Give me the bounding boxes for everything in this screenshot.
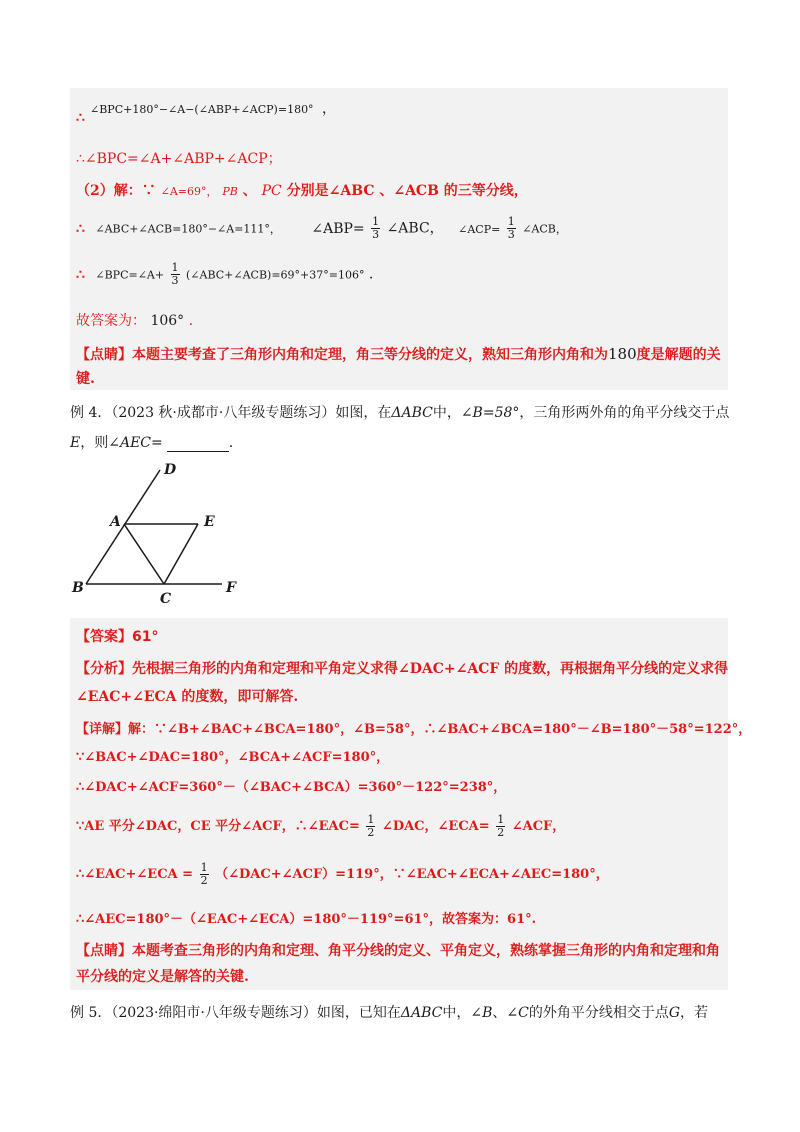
label-b: B <box>72 580 84 596</box>
equation-line-2: ∴∠BPC=∠A+∠ABP+∠ACP； <box>76 151 282 167</box>
answer-tag-line: 【答案】61° <box>76 629 159 645</box>
answer-blank <box>167 437 229 452</box>
line-b-d <box>86 470 160 584</box>
note-2-line-2: 平分线的定义是解答的关键. <box>76 969 249 985</box>
detail-line-5: ∴∠EAC+∠ECA = $\frac{1}{2}$ （∠DAC+∠ACF）=119°，∵∠EAC+∠ECA+∠AEC=180°， <box>76 861 609 887</box>
fraction-one-half: $\frac{1}{2}$ <box>200 861 208 887</box>
line-c-e <box>164 524 198 584</box>
detail-line-4: ∵AE 平分∠DAC，CE 平分∠ACF，∴∠EAC= $\frac{1}{2}$ ∠DAC，∠ECA= $\frac{1}{2}$ ∠ACF， <box>76 813 566 839</box>
analysis-line-2: ∠EAC+∠ECA 的度数，即可解答. <box>76 689 299 705</box>
example-4-line-2: E，则∠AEC= . <box>70 435 234 451</box>
detail-line-2: ∵∠BAC+∠DAC=180°，∠BCA+∠ACF=180°， <box>76 750 390 765</box>
label-e: E <box>204 514 215 530</box>
detail-line-3: ∴∠DAC+∠ACF=360°－（∠BAC+∠BCA）=360°－122°=238°， <box>76 780 507 795</box>
equation-line-1: ∠BPC+180°−∠A−(∠ABP+∠ACP)=180° ， <box>90 101 337 117</box>
detail-line-6: ∴∠AEC=180°－（∠EAC+∠ECA）=180°－119°=61°，故答案为：61°. <box>76 912 537 927</box>
equation-line-5: ∴ ∠BPC=∠A+ $\frac{1}{3}$ (∠ABC+∠ACB)=69°+37°=106° . <box>76 261 374 287</box>
detail-line-1: 【详解】解：∵∠B+∠BAC+∠BCA=180°，∠B=58°，∴∠BAC+∠BCA=180°－∠B=180°－58°=122°， <box>76 722 752 737</box>
therefore-symbol: ∴ <box>76 110 85 126</box>
equation-line-4: ∴ ∠ABC+∠ACB=180°−∠A=111°， ∠ABP= $\frac{1}{3}$ ∠ABC， ∠ACP= $\frac{1}{3}$ ∠ACB， <box>76 215 567 241</box>
part-2-line: （2）解：∵ ∠A=69°， PB 、 PC 分别是∠ABC 、∠ACB 的三等分线， <box>76 183 528 199</box>
fraction-one-half: $\frac{1}{2}$ <box>367 813 375 839</box>
fraction-one-third: $\frac{1}{3}$ <box>372 215 380 241</box>
answer-line: 故答案为： 106° . <box>76 313 194 329</box>
label-a: A <box>110 514 121 530</box>
analysis-line-1: 【分析】先根据三角形的内角和定理和平角定义求得∠DAC+∠ACF 的度数，再根据角平分线的定义求得 <box>76 661 729 677</box>
note-line-1: 【点睛】本题主要考查了三角形内角和定理，角三等分线的定义，熟知三角形内角和为180度是解题的关 <box>76 345 721 363</box>
label-d: D <box>164 462 177 478</box>
note-2-line-1: 【点睛】本题考查三角形的内角和定理、角平分线的定义、平角定义，熟练掌握三角形的内角和定理和角 <box>76 943 720 959</box>
line-a-c <box>124 524 164 584</box>
label-c: C <box>160 591 172 607</box>
fraction-one-third: $\frac{1}{3}$ <box>507 215 515 241</box>
triangle-figure <box>64 460 254 610</box>
example-5-line: 例 5．（2023·绵阳市·八年级专题练习）如图，已知在ΔABC中，∠B、∠C的外角平分线相交于点G，若 <box>70 1005 709 1021</box>
fraction-one-third: $\frac{1}{3}$ <box>171 261 179 287</box>
fraction-one-half: $\frac{1}{2}$ <box>497 813 505 839</box>
label-f: F <box>226 580 236 596</box>
note-line-2: 键. <box>76 371 95 387</box>
example-4-line-1: 例 4．（2023 秋·成都市·八年级专题练习）如图，在ΔABC中，∠B=58°，三角形两外角的角平分线交于点 <box>70 405 730 421</box>
